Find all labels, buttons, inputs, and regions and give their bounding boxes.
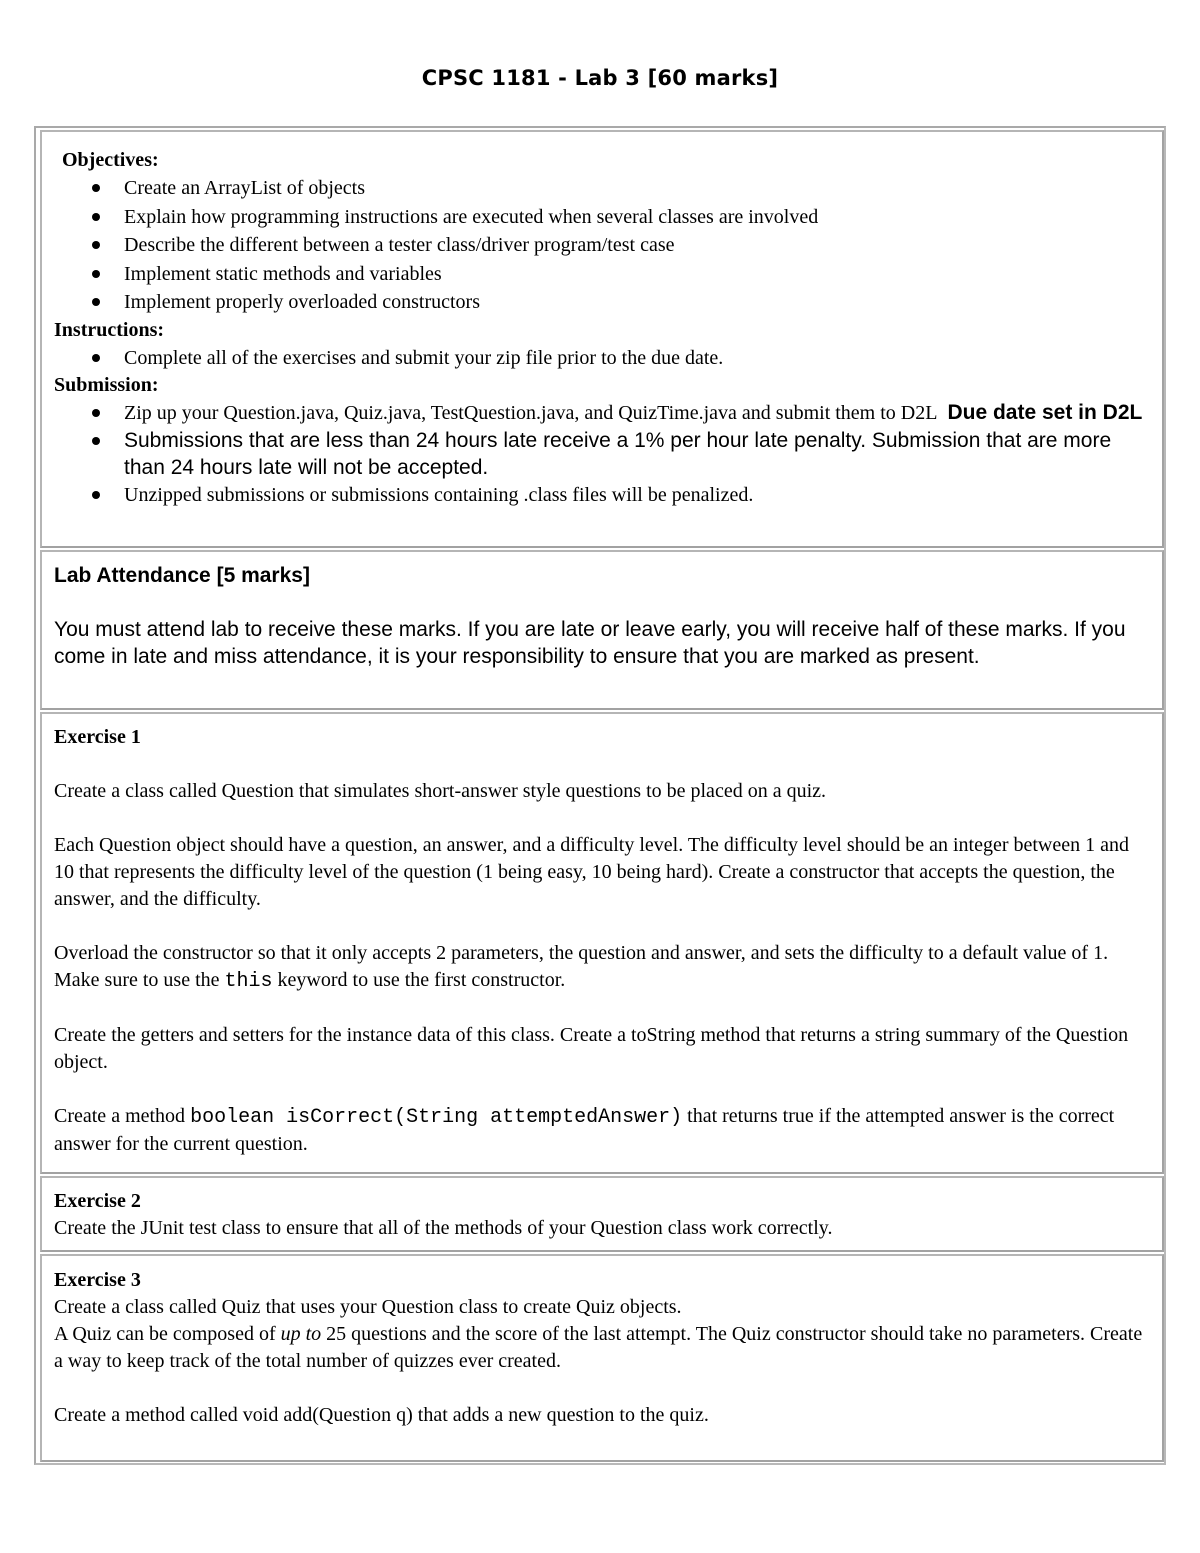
instructions-heading: Instructions: — [54, 318, 165, 341]
attendance-body: You must attend lab to receive these marks. If you are late or leave early, you will receive half of these marks. If you come in late and miss attendance, it is your responsibility to ensure that you are marked as present. — [54, 618, 1126, 668]
list-item: Complete all of the exercises and submit your zip file prior to the due date. — [54, 344, 1144, 373]
exercise3-cell — [40, 1254, 1164, 1462]
exercise2-cell — [40, 1176, 1164, 1252]
submission-list — [54, 399, 1144, 510]
page-title: CPSC 1181 - Lab 3 [60 marks] — [421, 66, 779, 90]
lab-table — [34, 126, 1166, 1465]
exercise1-paragraph: Create a method boolean isCorrect(String attemptedAnswer) that returns true if the attempted answer is the correct answer for the current question. — [54, 1105, 1115, 1155]
due-date-note: Due date set in D2L — [947, 401, 1143, 424]
bullet-icon — [92, 270, 100, 278]
exercise3-heading: Exercise 3 — [54, 1269, 141, 1291]
list-item: Describe the different between a tester class/driver program/test case — [54, 231, 1144, 260]
exercise3-paragraph: Create a class called Quiz that uses your Question class to create Quiz objects. — [54, 1296, 682, 1318]
attendance-heading: Lab Attendance [5 marks] — [54, 564, 310, 587]
emphasis-text: up to — [280, 1323, 322, 1345]
exercise3-paragraph: A Quiz can be composed of up to 25 questions and the score of the last attempt. The Quiz constructor should take no parameters. Create a way to keep track of the total number of quizzes ever created. — [54, 1323, 1143, 1372]
instructions-list — [54, 344, 1144, 373]
exercise1-paragraph: Create a class called Question that simulates short-answer style questions to be placed on a quiz. — [54, 780, 827, 802]
bullet-icon — [92, 184, 100, 192]
exercise1-content — [54, 724, 1149, 1158]
list-item: Unzipped submissions or submissions containing .class files will be penalized. — [54, 481, 1144, 510]
exercise2-body: Create the JUnit test class to ensure that all of the methods of your Question class work correctly. — [54, 1217, 833, 1239]
exercise1-paragraph: Create the getters and setters for the instance data of this class. Create a toString method that returns a string summary of the Question object. — [54, 1024, 1129, 1073]
list-item: Zip up your Question.java, Quiz.java, TestQuestion.java, and QuizTime.java and submit them to D2L Due date set in D2L — [54, 399, 1144, 427]
bullet-icon — [92, 241, 100, 249]
attendance-content — [54, 562, 1149, 670]
exercise2-heading: Exercise 2 — [54, 1190, 141, 1212]
code-snippet: boolean isCorrect(String attemptedAnswer) — [190, 1106, 683, 1129]
bullet-icon — [92, 409, 100, 417]
bullet-icon — [92, 354, 100, 362]
bullet-icon — [92, 437, 100, 445]
list-item: Implement properly overloaded constructors — [54, 288, 1144, 317]
list-item: Submissions that are less than 24 hours late receive a 1% per hour late penalty. Submission that are more than 24 hours late will not be accepted. — [54, 427, 1144, 481]
exercise2-content — [54, 1188, 1149, 1242]
objectives-heading: Objectives: — [62, 149, 159, 171]
bullet-icon — [92, 213, 100, 221]
exercise1-paragraph: Each Question object should have a question, an answer, and a difficulty level. The difficulty level should be an integer between 1 and 10 that represents the difficulty level of the question (1 being easy, 10 being hard). Create a constructor that accepts the question, the answer, and the difficulty. — [54, 834, 1129, 910]
list-item: Explain how programming instructions are executed when several classes are involved — [54, 203, 1144, 232]
objectives-list — [54, 174, 1144, 317]
list-item: Implement static methods and variables — [54, 260, 1144, 289]
overview-content — [54, 147, 1144, 510]
exercise1-paragraph: Overload the constructor so that it only accepts 2 parameters, the question and answer, and sets the difficulty to a default value of 1. Make sure to use the this keyword to use the first constructor. — [54, 942, 1109, 993]
submission-heading: Submission: — [54, 374, 159, 396]
exercise1-cell — [40, 712, 1164, 1174]
bullet-icon — [92, 298, 100, 306]
bullet-icon — [92, 491, 100, 499]
exercise3-paragraph: Create a method called void add(Question q) that adds a new question to the quiz. — [54, 1404, 709, 1426]
exercise3-content — [54, 1267, 1149, 1429]
overview-cell — [40, 130, 1164, 548]
exercise1-heading: Exercise 1 — [54, 726, 141, 748]
code-snippet: this — [224, 970, 273, 993]
attendance-cell — [40, 550, 1164, 710]
list-item: Create an ArrayList of objects — [54, 174, 1144, 203]
